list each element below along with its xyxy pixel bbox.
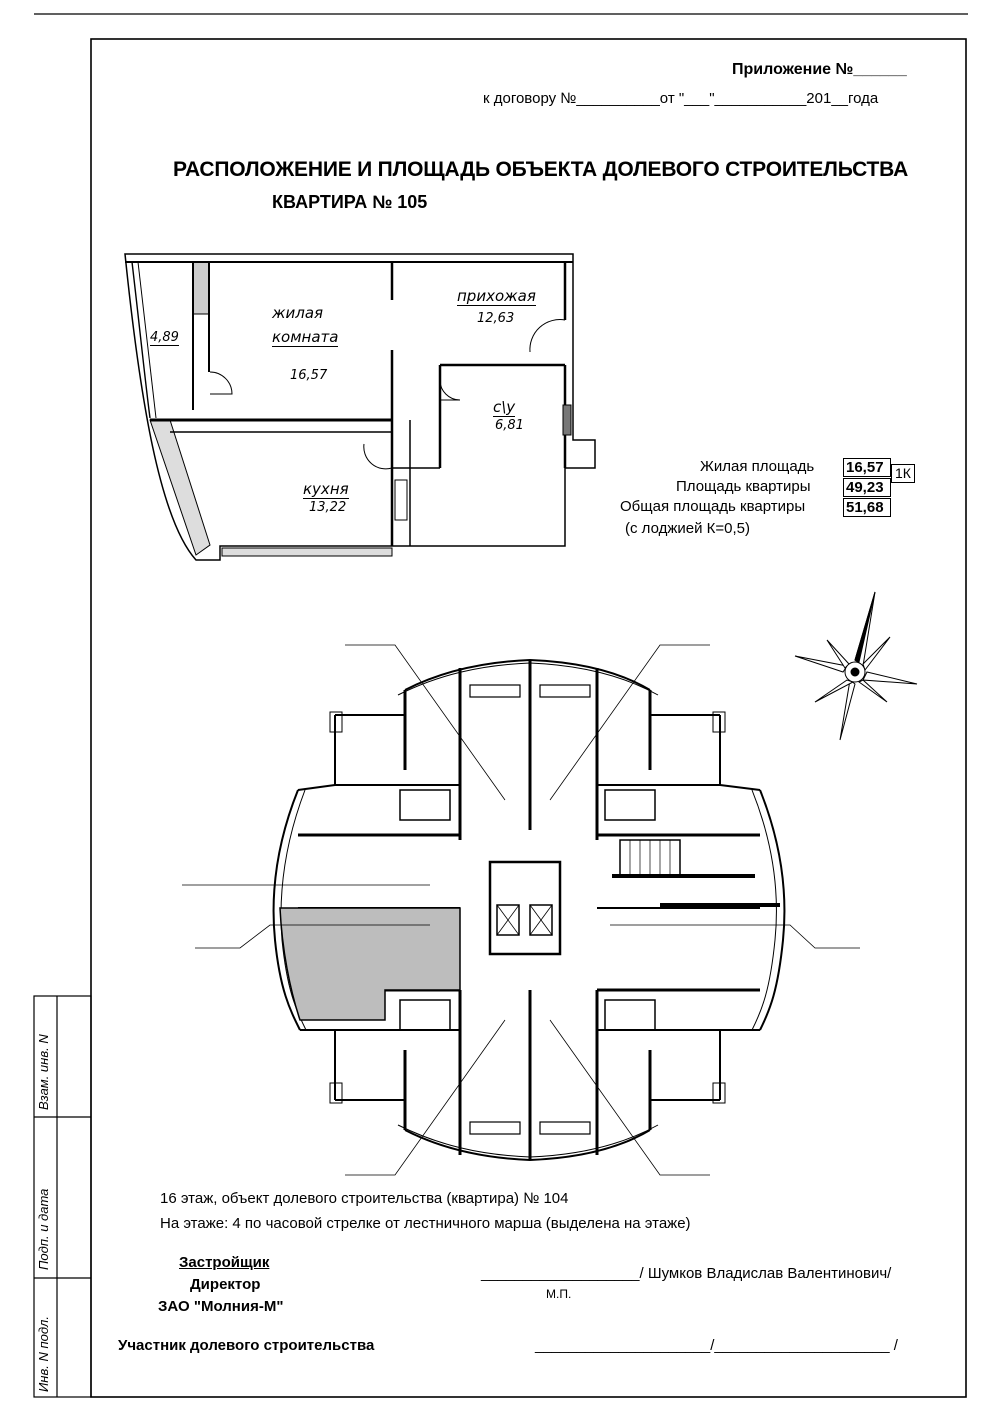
- room-area-living: 16,57: [290, 368, 328, 383]
- total-area-value: 51,68: [843, 498, 891, 517]
- director-signature-line: ___________________/ Шумков Владислав Валентинович/: [481, 1265, 892, 1282]
- contract-line: к договору №__________от "___"___________201__года: [483, 90, 879, 107]
- apartment-number: КВАРТИРА № 105: [272, 192, 428, 212]
- director-label: Директор: [190, 1276, 261, 1293]
- apartment-area-label: Площадь квартиры: [676, 478, 811, 495]
- living-area-value: 16,57: [843, 458, 891, 477]
- compass-rose: [795, 592, 917, 740]
- rooms-count-badge: 1К: [891, 464, 915, 483]
- room-name-bathroom: с\у: [493, 398, 516, 416]
- stamp-signature-date: Подп. и дата: [36, 1188, 51, 1270]
- apartment-area-value: 49,23: [843, 478, 891, 497]
- room-name-kitchen: кухня: [303, 480, 349, 498]
- participant-signature-line: _____________________/_____________________ /: [535, 1337, 898, 1354]
- floor-info-line1: 16 этаж, объект долевого строительства (квартира) № 104: [160, 1190, 569, 1207]
- floor-plan: [182, 645, 860, 1175]
- room-name-living-2: комната: [272, 328, 339, 346]
- room-name-hallway: прихожая: [457, 287, 536, 305]
- room-area-bathroom: 6,81: [495, 418, 524, 433]
- floor-info-line2: На этаже: 4 по часовой стрелке от лестничного марша (выделена на этаже): [160, 1215, 691, 1232]
- developer-label: Застройщик: [179, 1254, 270, 1271]
- total-area-label: Общая площадь квартиры: [620, 498, 806, 515]
- loggia-coefficient-note: (с лоджией К=0,5): [625, 520, 750, 537]
- page-title: РАСПОЛОЖЕНИЕ И ПЛОЩАДЬ ОБЪЕКТА ДОЛЕВОГО СТРОИТЕЛЬСТВА: [173, 158, 909, 181]
- participant-label: Участник долевого строительства: [118, 1337, 375, 1354]
- stamp-original-inv: Инв. N подл.: [36, 1316, 51, 1392]
- room-area-kitchen: 13,22: [309, 500, 347, 515]
- room-name-living-1: жилая: [272, 304, 324, 322]
- loggia-area: 4,89: [150, 330, 179, 345]
- stamp-replacement-inv: Взам. инв. N: [36, 1034, 51, 1110]
- room-area-hallway: 12,63: [477, 311, 515, 326]
- company-name: ЗАО "Молния-М": [158, 1298, 284, 1315]
- appendix-label: Приложение №______: [732, 61, 907, 78]
- living-area-label: Жилая площадь: [700, 458, 815, 475]
- seal-label: М.П.: [546, 1287, 572, 1301]
